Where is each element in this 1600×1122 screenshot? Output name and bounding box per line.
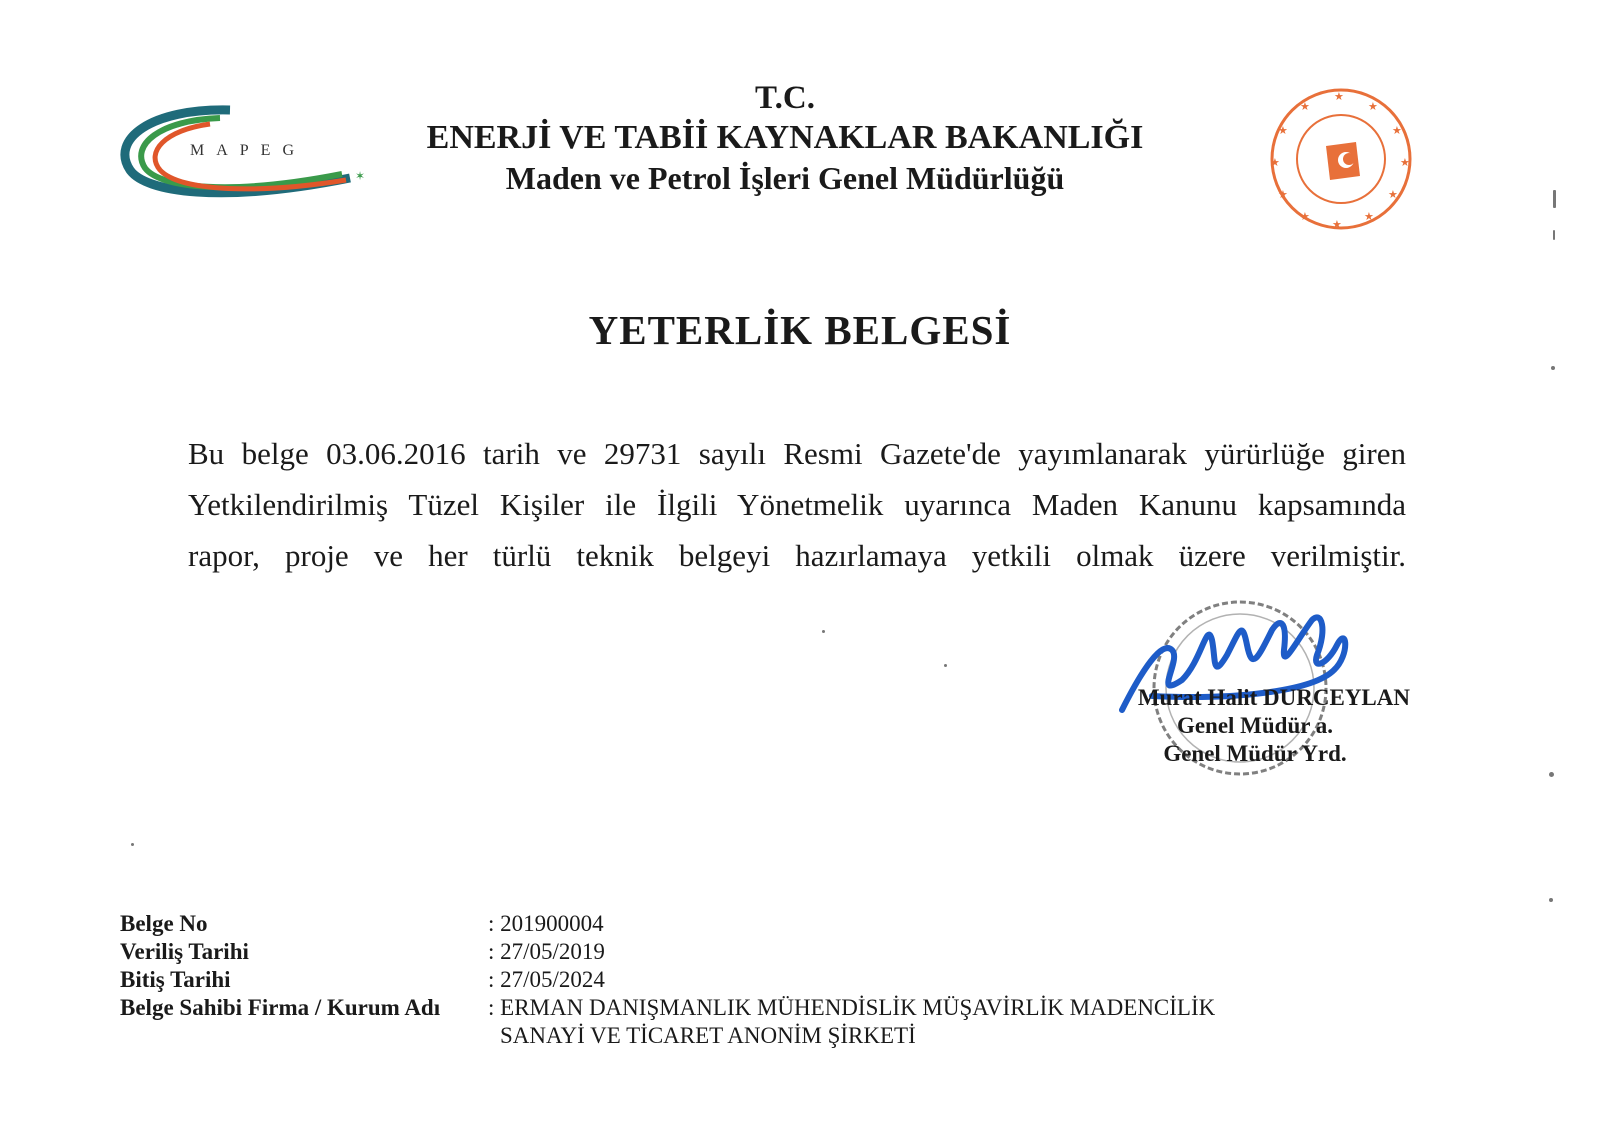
verilis-value: : 27/05/2019: [488, 939, 605, 964]
header-ministry: ENERJİ VE TABİİ KAYNAKLAR BAKANLIĞI: [426, 119, 1144, 156]
scan-speck: [131, 843, 134, 846]
scan-speck: [1553, 190, 1556, 208]
firma-value-line-1: : ERMAN DANIŞMANLIK MÜHENDİSLİK MÜŞAVİRLİK MADENCİLİK: [488, 995, 1216, 1020]
svg-text:★: ★: [1400, 157, 1410, 169]
certificate-body: [188, 428, 1406, 581]
scan-speck: [1553, 230, 1555, 240]
document-title: YETERLİK BELGESİ: [588, 307, 1012, 353]
scan-speck: [1549, 898, 1553, 902]
body-line-3: rapor, proje ve her türlü teknik belgeyi hazırlamaya yetkili olmak üzere verilmiştir.: [188, 538, 1406, 573]
firma-label: Belge Sahibi Firma / Kurum Adı: [120, 995, 441, 1020]
svg-text:★: ★: [1334, 91, 1344, 103]
svg-text:★: ★: [1278, 125, 1288, 137]
signature-block: [1100, 684, 1410, 768]
header-directorate: Maden ve Petrol İşleri Genel Müdürlüğü: [505, 160, 1065, 196]
belge-no-value: : 201900004: [488, 911, 604, 936]
signatory-title-1: Genel Müdür a.: [1176, 713, 1334, 738]
firma-value-line-2: SANAYİ VE TİCARET ANONİM ŞİRKETİ: [500, 1023, 916, 1048]
svg-text:★: ★: [1392, 125, 1402, 137]
svg-text:★: ★: [1278, 189, 1288, 201]
svg-text:★: ★: [1364, 211, 1374, 223]
scan-speck: [1551, 366, 1555, 370]
body-line-2: Yetkilendirilmiş Tüzel Kişiler ile İlgili Yönetmelik uyarınca Maden Kanunu kapsamında: [188, 487, 1406, 522]
scan-speck: [1549, 772, 1554, 777]
svg-text:★: ★: [1368, 101, 1378, 113]
bitis-value: : 27/05/2024: [488, 967, 605, 992]
svg-text:★: ★: [1300, 101, 1310, 113]
svg-text:✶: ✶: [355, 169, 366, 183]
scan-speck: [822, 630, 825, 633]
header-tc: T.C.: [755, 80, 815, 116]
svg-text:★: ★: [1270, 157, 1280, 169]
signatory-title-2: Genel Müdür Yrd.: [1163, 741, 1347, 766]
verilis-label: Veriliş Tarihi: [120, 939, 249, 964]
svg-text:★: ★: [1388, 189, 1398, 201]
mapeg-logo-text: MAPEG: [190, 142, 307, 159]
signatory-name: Murat Halit DURCEYLAN: [1137, 685, 1410, 710]
svg-text:★: ★: [1332, 219, 1342, 231]
document-header: [0, 78, 1600, 198]
belge-no-label: Belge No: [120, 911, 208, 936]
scan-speck: [944, 664, 947, 667]
bitis-label: Bitiş Tarihi: [120, 967, 231, 992]
body-line-1: Bu belge 03.06.2016 tarih ve 29731 sayılı Resmi Gazete'de yayımlanarak yürürlüğe giren: [188, 436, 1406, 471]
svg-text:★: ★: [1300, 211, 1310, 223]
